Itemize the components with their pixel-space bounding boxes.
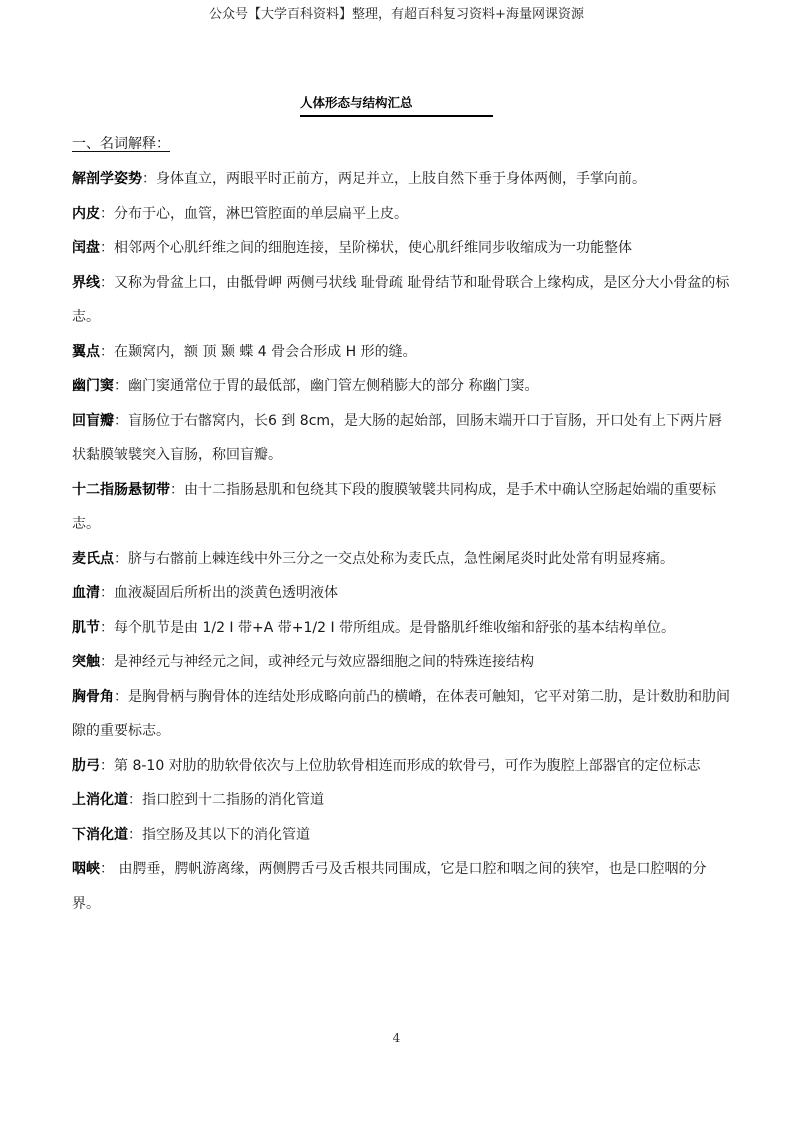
- title-block: [300, 93, 493, 117]
- term-name: 突触: [72, 654, 100, 670]
- term-entry: [72, 266, 732, 335]
- page-header: 公众号【大学百科资料】整理，有超百科复习资料+海量网课资源: [209, 7, 584, 22]
- term-entry: [72, 783, 732, 818]
- term-entry: [72, 473, 732, 542]
- term-name: 麦氏点: [72, 550, 114, 567]
- term-entry: [72, 335, 732, 370]
- title-underline: [300, 115, 493, 117]
- term-definition: ： 由腭垂，腭帆游离缘，两侧腭舌弓及舌根共同围成，它是口腔和咽之间的狭窄，也是口腔咽的分界。: [72, 861, 707, 912]
- term-definition: ：指空肠及其以下的消化管道: [128, 826, 310, 843]
- term-name: 十二指肠悬韧带: [72, 481, 170, 498]
- term-definition: ：第 8-10 对肋的肋软骨依次与上位肋软骨相连而形成的软骨弓，可作为腹腔上部器官的定位标志: [100, 757, 701, 774]
- term-name: 内皮: [72, 205, 100, 222]
- term-name: 回盲瓣: [72, 412, 114, 429]
- term-definition: ：在颞窝内，额 顶 颞 蝶 4 骨会合形成 H 形的缝。: [100, 343, 417, 360]
- term-definition: ：身体直立，两眼平时正前方，两足并立，上肢自然下垂于身体两侧，手掌向前。: [142, 171, 646, 187]
- term-definition: ：又称为骨盆上口，由骶骨岬 两侧弓状线 耻骨疏 耻骨结节和耻骨联合上缘构成，是区分大小骨盆的标志。: [72, 274, 730, 325]
- term-definition: ：分布于心，血管，淋巴管腔面的单层扁平上皮。: [100, 205, 408, 222]
- term-entry: [72, 576, 732, 611]
- term-entry: [72, 542, 732, 577]
- term-name: 翼点: [72, 343, 100, 360]
- term-name: 解剖学姿势: [72, 171, 142, 187]
- term-entry: [72, 611, 732, 646]
- term-name: 幽门窦: [72, 378, 114, 394]
- term-definition: ：幽门窦通常位于胃的最低部，幽门管左侧稍膨大的部分 称幽门窦。: [114, 378, 539, 394]
- term-definition: ：脐与右髂前上棘连线中外三分之一交点处称为麦氏点，急性阑尾炎时此处常有明显疼痛。: [114, 550, 674, 567]
- document-title: 人体形态与结构汇总: [300, 95, 413, 110]
- term-name: 血清: [72, 585, 100, 601]
- term-name: 肋弓: [72, 757, 100, 774]
- term-definition: ：由十二指肠悬肌和包绕其下段的腹膜皱襞共同构成，是手术中确认空肠起始端的重要标志。: [72, 481, 716, 532]
- term-entry: [72, 680, 732, 749]
- term-definition: ：指口腔到十二指肠的消化管道: [128, 792, 324, 808]
- term-entry: [72, 645, 732, 680]
- term-entry: [72, 197, 732, 232]
- term-name: 闰盘: [72, 240, 100, 256]
- term-entry: [72, 162, 732, 197]
- term-name: 上消化道: [72, 792, 128, 808]
- term-name: 下消化道: [72, 826, 128, 843]
- term-definition: ：血液凝固后所析出的淡黄色透明液体: [100, 585, 338, 601]
- term-entry: [72, 369, 732, 404]
- term-name: 界线: [72, 274, 100, 291]
- term-definition: ：盲肠位于右髂窝内，长6 到 8cm，是大肠的起始部，回肠末端开口于盲肠，开口处有上下两片唇状黏膜皱襞突入盲肠，称回盲瓣。: [72, 412, 723, 463]
- term-definition: ：是胸骨柄与胸骨体的连结处形成略向前凸的横嵴，在体表可触知，它平对第二肋，是计数肋和肋间隙的重要标志。: [72, 688, 730, 739]
- section-heading: 一、名词解释：: [72, 136, 170, 152]
- term-entry: [72, 404, 732, 473]
- term-name: 肌节: [72, 619, 100, 636]
- term-definition: ：每个肌节是由 1/2 I 带+A 带+1/2 I 带所组成。是骨骼肌纤维收缩和舒张的基本结构单位。: [100, 619, 676, 636]
- term-definition: ：是神经元与神经元之间，或神经元与效应器细胞之间的特殊连接结构: [100, 654, 534, 670]
- term-entry: [72, 749, 732, 784]
- term-name: 咽峡: [72, 861, 100, 877]
- page-number: 4: [392, 1031, 401, 1045]
- term-entry: [72, 231, 732, 266]
- term-name: 胸骨角: [72, 688, 114, 705]
- term-entry: [72, 818, 732, 853]
- term-definition: ：相邻两个心肌纤维之间的细胞连接，呈阶梯状，使心肌纤维同步收缩成为一功能整体: [100, 240, 632, 256]
- term-list: [72, 162, 732, 921]
- term-entry: [72, 852, 732, 921]
